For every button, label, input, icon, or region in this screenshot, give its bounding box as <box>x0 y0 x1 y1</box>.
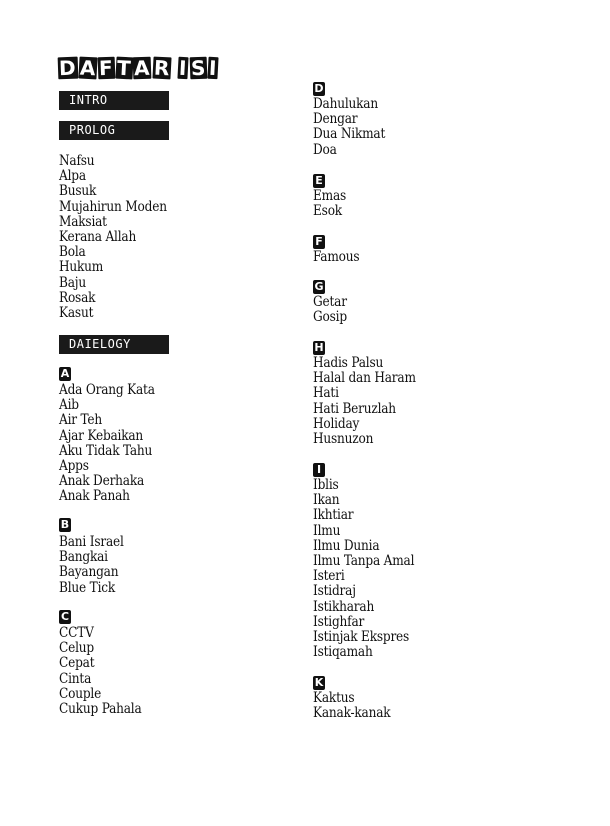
toc-entry: Aku Tidak Tahu <box>59 442 153 459</box>
toc-entry: Busuk <box>59 183 97 200</box>
toc-entry: Anak Derhaka <box>59 473 145 490</box>
toc-entry: Apps <box>59 457 89 474</box>
toc-entry: Kanak-kanak <box>313 705 391 722</box>
group-c-list <box>59 626 142 717</box>
letter-heading-a: A <box>60 367 70 380</box>
toc-entry: Nafsu <box>59 153 95 169</box>
toc-entry: Dua Nikmat <box>313 126 386 143</box>
toc-entry: Ilmu Tanpa Amal <box>313 552 415 569</box>
toc-entry: Dengar <box>313 111 358 128</box>
group-b-list <box>59 535 124 596</box>
toc-entry: Alpa <box>59 168 86 185</box>
group-e-list <box>313 189 346 219</box>
prolog-list <box>59 154 167 321</box>
letter-heading-e: E <box>313 174 325 188</box>
toc-entry: Aib <box>59 397 79 414</box>
toc-entry: Ilmu <box>313 522 341 539</box>
group-g-list <box>313 295 347 325</box>
toc-entry: Isteri <box>313 568 345 585</box>
page-title: DAFTAR ISI <box>58 55 219 81</box>
toc-entry: Istiqamah <box>313 644 373 661</box>
toc-entry: Couple <box>59 685 102 702</box>
group-d-list <box>313 97 385 158</box>
toc-entry: Hukum <box>59 259 104 276</box>
toc-entry: Cinta <box>59 670 92 687</box>
section-header-intro: INTRO <box>59 91 169 110</box>
toc-entry: Bani Israel <box>59 534 124 550</box>
toc-entry: Iblis <box>313 477 339 493</box>
letter-heading-f: F <box>313 235 325 249</box>
toc-entry: Istikharah <box>313 598 375 615</box>
toc-entry: Mujahirun Moden <box>59 198 167 215</box>
toc-entry: Ada Orang Kata <box>59 382 155 398</box>
toc-entry: CCTV <box>59 625 94 641</box>
toc-entry: Istighfar <box>313 613 365 630</box>
toc-entry: Husnuzon <box>313 430 374 447</box>
section-header-prolog: PROLOG <box>59 121 169 140</box>
toc-entry: Esok <box>313 203 342 220</box>
toc-entry: Ajar Kebaikan <box>59 427 144 444</box>
toc-entry: Bayangan <box>59 564 119 581</box>
toc-entry: Bola <box>59 244 86 261</box>
toc-entry: Hati <box>313 385 339 402</box>
toc-entry: Istidraj <box>313 583 356 600</box>
toc-entry: Kasut <box>59 304 94 321</box>
letter-heading-k: K <box>314 676 324 689</box>
letter-heading-b: B <box>60 518 70 531</box>
toc-entry: Celup <box>59 640 94 657</box>
toc-entry: Halal dan Haram <box>313 370 416 387</box>
toc-entry: Kaktus <box>313 690 355 706</box>
letter-heading-d: D <box>314 82 324 95</box>
toc-entry: Ikan <box>313 492 340 509</box>
group-i-list <box>313 478 414 660</box>
toc-entry: Hadis Palsu <box>313 355 384 371</box>
toc-entry: Cepat <box>59 655 95 672</box>
toc-entry: Blue Tick <box>59 579 116 596</box>
toc-entry: Air Teh <box>59 412 102 429</box>
group-k-list <box>313 691 390 721</box>
toc-entry: Ikhtiar <box>313 507 354 524</box>
toc-entry: Maksiat <box>59 213 107 230</box>
toc-entry: Holiday <box>313 415 360 432</box>
group-h-list <box>313 356 416 447</box>
toc-entry: Ilmu Dunia <box>313 537 380 554</box>
toc-entry: Hati Beruzlah <box>313 400 396 417</box>
toc-entry: Baju <box>59 274 86 291</box>
toc-entry: Cukup Pahala <box>59 700 142 717</box>
letter-heading-g: G <box>314 280 324 293</box>
toc-entry: Kerana Allah <box>59 228 137 245</box>
toc-entry: Famous <box>313 249 360 265</box>
toc-entry: Emas <box>313 188 347 204</box>
toc-entry: Getar <box>313 294 347 310</box>
section-header-daielogy: DAIELOGY <box>59 335 169 354</box>
group-a-list <box>59 383 155 505</box>
toc-entry: Anak Panah <box>59 488 130 505</box>
group-f-list <box>313 250 359 265</box>
letter-heading-i: I <box>313 463 325 477</box>
toc-entry: Rosak <box>59 289 96 306</box>
toc-entry: Bangkai <box>59 549 108 566</box>
toc-entry: Dahulukan <box>313 96 378 112</box>
letter-heading-h: H <box>314 341 324 354</box>
letter-heading-c: C <box>60 610 70 623</box>
toc-entry: Doa <box>313 141 337 158</box>
toc-entry: Gosip <box>313 309 347 326</box>
toc-entry: Istinjak Ekspres <box>313 628 410 645</box>
